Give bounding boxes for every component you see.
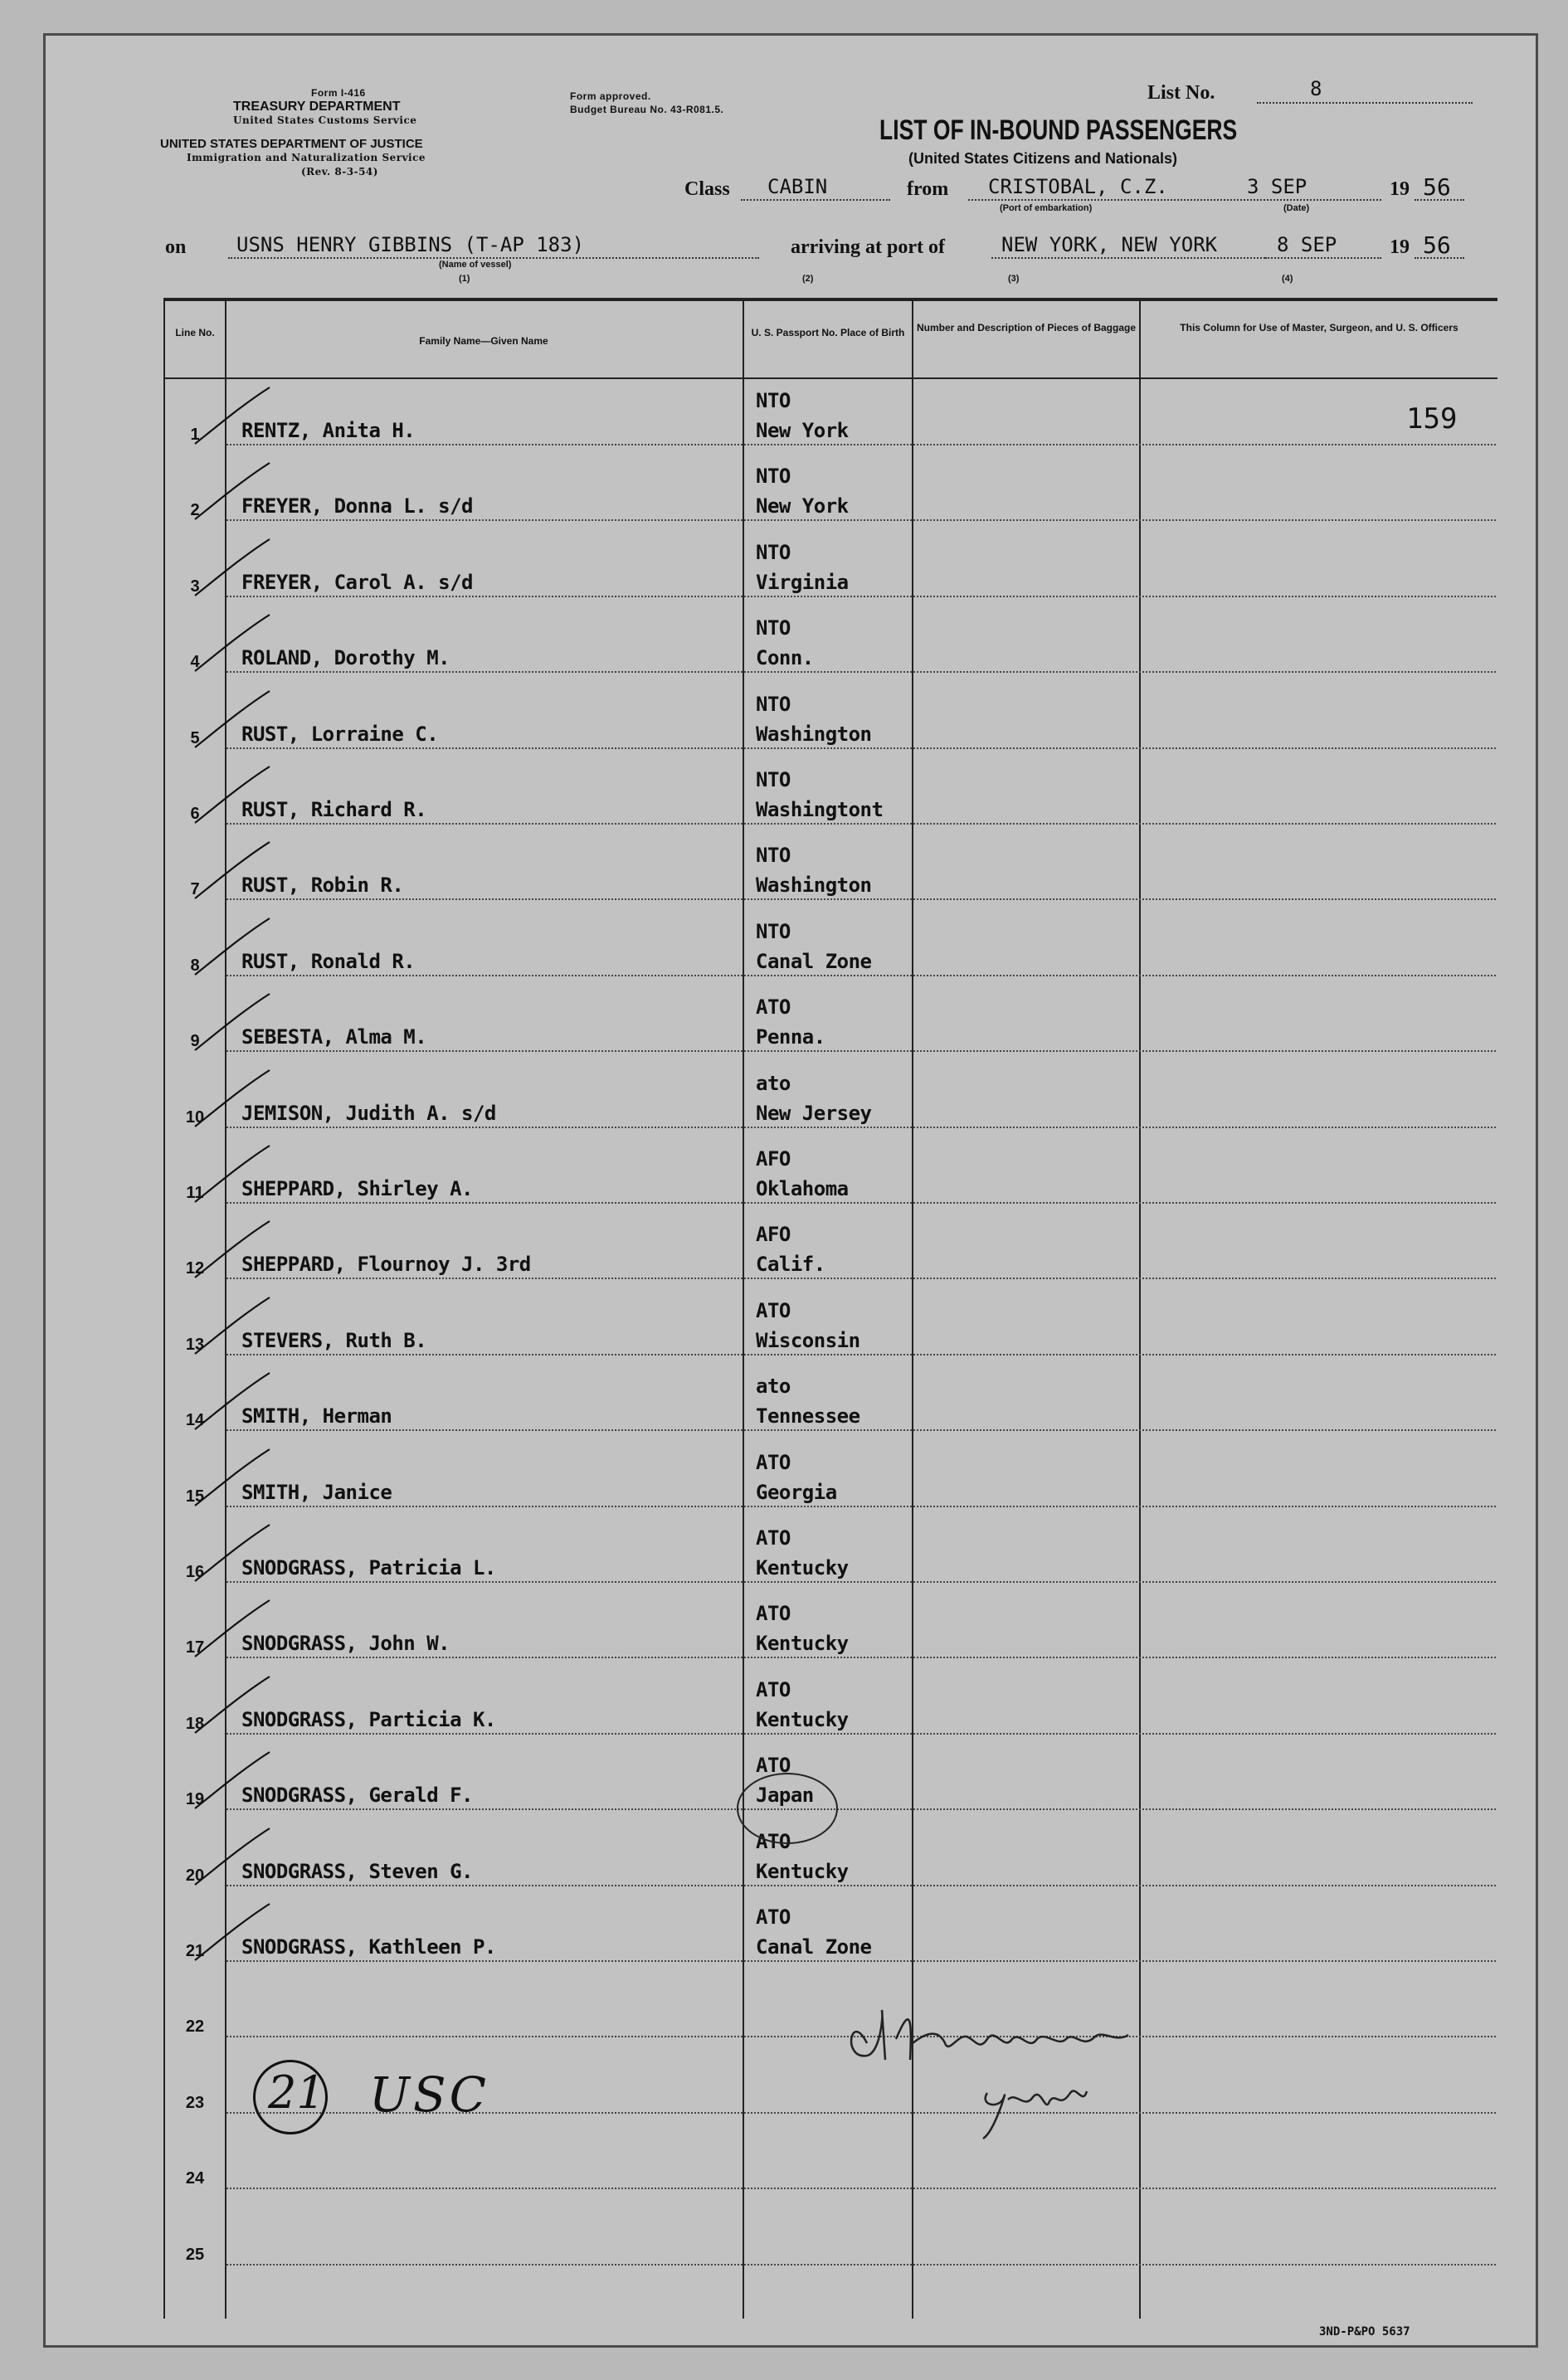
col-header-passport: U. S. Passport No. Place of Birth (751, 327, 905, 338)
row-passport-code: AFO (756, 1147, 791, 1171)
row-line-number: 22 (185, 2017, 205, 2037)
row-passenger-name: SNODGRASS, Kathleen P. (241, 1935, 496, 1959)
row-line-number: 19 (185, 1790, 205, 1809)
check-mark-icon (187, 1823, 278, 1890)
row-passport-code: ato (756, 1071, 791, 1095)
row-passenger-name: SMITH, Janice (241, 1480, 392, 1504)
table-row (46, 1363, 1539, 1439)
table-row (46, 681, 1539, 757)
row-line-number: 10 (185, 1107, 205, 1127)
row-rule (226, 671, 1496, 673)
row-line-number: 11 (186, 1184, 204, 1202)
caption-4: (4) (1282, 274, 1293, 284)
table-row (46, 1894, 1539, 1970)
row-passenger-name: SHEPPARD, Flournoy J. 3rd (241, 1253, 531, 1277)
row-passport-code: NTO (756, 768, 791, 791)
row-line-number: 23 (185, 2093, 205, 2112)
page-number-annotation: 159 (1406, 402, 1458, 436)
table-row (46, 1969, 1539, 2046)
table-row (46, 1287, 1539, 1364)
row-line-number: 13 (185, 1335, 205, 1354)
col-header-line: Line No. (175, 327, 215, 338)
table-top-border (163, 298, 1497, 301)
row-passenger-name: RUST, Richard R. (241, 798, 427, 821)
row-passport-code: ATO (756, 1754, 791, 1778)
row-line-number: 25 (185, 2245, 205, 2264)
row-place-of-birth: Wisconsin (756, 1328, 860, 1352)
row-rule (226, 1885, 1496, 1886)
row-place-of-birth: Japan (756, 1784, 814, 1808)
row-place-of-birth: Georgia (756, 1480, 837, 1504)
row-rule (226, 1354, 1496, 1355)
table-row (46, 832, 1539, 908)
embark-year: 56 (1423, 173, 1451, 201)
row-passport-code: ATO (756, 995, 791, 1020)
check-mark-icon (187, 837, 278, 903)
row-rule (226, 1202, 1496, 1204)
footer-code: 3ND-P&PO 5637 (1319, 2325, 1410, 2339)
check-mark-icon (187, 1520, 278, 1586)
col-header-officers: This Column for Use of Master, Surgeon, and U. S. Officers (1180, 322, 1458, 333)
arrival-date: 8 SEP (1277, 233, 1337, 256)
from-label: from (907, 178, 949, 200)
row-rule (226, 1733, 1496, 1735)
row-line-number: 12 (185, 1259, 205, 1278)
row-passport-code: ATO (756, 1526, 791, 1550)
row-place-of-birth: Calif. (756, 1253, 825, 1277)
row-line-number: 20 (185, 1866, 205, 1885)
embark-date: 3 SEP (1247, 175, 1307, 198)
row-passenger-name: RUST, Robin R. (241, 874, 404, 898)
table-row (46, 1590, 1539, 1667)
row-rule (226, 444, 1496, 445)
class-label: Class (684, 178, 730, 200)
check-mark-icon (187, 1065, 278, 1132)
row-place-of-birth: Kentucky (756, 1707, 849, 1731)
justice-department: UNITED STATES DEPARTMENT OF JUSTICE (160, 137, 423, 151)
row-place-of-birth: Washington (756, 722, 872, 746)
list-no-value: 8 (1310, 77, 1322, 100)
row-rule (226, 1506, 1496, 1507)
table-row (46, 529, 1539, 606)
row-line-number: 16 (185, 1563, 205, 1581)
row-rule (226, 823, 1496, 825)
row-line-number: 4 (190, 653, 200, 672)
row-place-of-birth: New York (756, 494, 849, 518)
check-mark-icon (187, 534, 278, 601)
row-passenger-name: SNODGRASS, Steven G. (241, 1859, 473, 1883)
port-embark-caption: (Port of embarkation) (1000, 203, 1093, 213)
table-row (46, 1211, 1539, 1287)
row-passenger-name: ROLAND, Dorothy M. (241, 646, 450, 670)
caption-1: (1) (459, 274, 470, 284)
check-mark-icon (187, 913, 278, 980)
row-passenger-name: SEBESTA, Alma M. (241, 1025, 427, 1049)
row-place-of-birth: Conn. (756, 646, 814, 670)
arrival-year: 56 (1423, 231, 1451, 259)
check-mark-icon (187, 458, 278, 524)
check-mark-icon (187, 1747, 278, 1813)
check-mark-icon (187, 1141, 278, 1207)
row-rule (226, 1808, 1496, 1810)
list-no-label: List No. (1147, 82, 1215, 104)
arriving-label: arriving at port of (791, 236, 945, 258)
class-underline (741, 199, 890, 201)
row-rule (226, 519, 1496, 521)
list-no-underline (1257, 102, 1473, 104)
embark-date-underline (1240, 199, 1381, 201)
row-passport-code: ATO (756, 1298, 791, 1322)
row-rule (226, 1657, 1496, 1658)
port-embark-underline (968, 199, 1242, 201)
row-line-number: 21 (185, 1942, 205, 1960)
department-name: TREASURY DEPARTMENT (233, 100, 401, 114)
row-passport-code: NTO (756, 540, 791, 564)
row-passenger-name: RUST, Lorraine C. (241, 722, 439, 746)
on-label: on (165, 236, 187, 258)
row-passport-code: NTO (756, 389, 791, 412)
row-passenger-name: JEMISON, Judith A. s/d (241, 1101, 496, 1125)
row-place-of-birth: Penna. (756, 1025, 825, 1049)
row-line-number: 17 (185, 1638, 205, 1657)
check-mark-icon (187, 1672, 278, 1738)
row-passenger-name: SNODGRASS, Particia K. (241, 1707, 496, 1731)
row-line-number: 15 (185, 1487, 205, 1506)
row-passport-code: NTO (756, 692, 791, 716)
row-line-number: 3 (190, 577, 200, 596)
row-line-number: 8 (190, 956, 200, 975)
row-passport-code: ato (756, 1375, 791, 1399)
row-line-number: 6 (190, 805, 200, 823)
check-mark-icon (187, 686, 278, 752)
row-place-of-birth: Canal Zone (756, 949, 872, 973)
row-line-number: 14 (185, 1411, 205, 1430)
row-rule (226, 1429, 1496, 1431)
table-row (46, 453, 1539, 529)
row-line-number: 24 (185, 2169, 205, 2188)
row-passport-code: ATO (756, 1905, 791, 1929)
row-rule (226, 596, 1496, 597)
year-prefix-1: 19 (1390, 178, 1410, 200)
form-approved: Form approved. (570, 90, 651, 102)
row-place-of-birth: Kentucky (756, 1859, 849, 1883)
customs-service: United States Customs Service (233, 114, 417, 126)
row-passenger-name: RUST, Ronald R. (241, 949, 416, 973)
row-place-of-birth: Canal Zone (756, 1935, 872, 1959)
vessel-underline (228, 257, 759, 259)
table-row (46, 1515, 1539, 1591)
row-passport-code: NTO (756, 919, 791, 943)
handwritten-signature (834, 1993, 1265, 2151)
arrival-date-underline (1265, 257, 1381, 259)
row-passport-code: NTO (756, 616, 791, 640)
row-passport-code: ATO (756, 1450, 791, 1474)
row-rule (226, 1581, 1496, 1583)
row-passenger-name: SNODGRASS, John W. (241, 1632, 450, 1656)
row-passport-code: NTO (756, 465, 791, 489)
table-row (46, 757, 1539, 833)
row-line-number: 18 (185, 1714, 205, 1733)
count-circle-number: 21 (268, 2066, 325, 2119)
check-mark-icon (187, 762, 278, 828)
table-row (46, 605, 1539, 681)
row-line-number: 1 (190, 426, 200, 444)
arrival-port-underline (991, 257, 1265, 259)
port-of-embarkation: CRISTOBAL, C.Z. (988, 175, 1168, 198)
row-passport-code: ATO (756, 1602, 791, 1626)
row-line-number: 7 (190, 880, 200, 899)
check-mark-icon (187, 610, 278, 676)
row-rule (226, 1127, 1496, 1128)
check-mark-icon (187, 1899, 278, 1965)
year-prefix-2: 19 (1390, 236, 1410, 258)
form-number: Form I-416 (311, 87, 366, 99)
table-row (46, 377, 1539, 454)
row-line-number: 2 (190, 501, 200, 520)
budget-bureau: Budget Bureau No. 43-R081.5. (570, 104, 724, 115)
embark-year-underline (1415, 199, 1464, 201)
check-mark-icon (187, 989, 278, 1055)
arrival-port: NEW YORK, NEW YORK (1001, 233, 1218, 256)
row-rule (226, 1960, 1496, 1962)
row-line-number: 9 (190, 1032, 200, 1051)
row-passenger-name: SNODGRASS, Gerald F. (241, 1784, 473, 1808)
table-row (46, 2197, 1539, 2274)
check-mark-icon (187, 1216, 278, 1282)
row-place-of-birth: New Jersey (756, 1101, 872, 1125)
row-rule (226, 2188, 1496, 2189)
row-place-of-birth: Kentucky (756, 1556, 849, 1579)
row-passenger-name: FREYER, Donna L. s/d (241, 494, 473, 518)
col-header-baggage: Number and Description of Pieces of Baggage (916, 322, 1137, 333)
row-place-of-birth: Washingtont (756, 798, 884, 821)
row-place-of-birth: Washington (756, 874, 872, 898)
row-passenger-name: SHEPPARD, Shirley A. (241, 1177, 473, 1200)
col-header-name: Family Name—Given Name (419, 335, 548, 347)
check-mark-icon (187, 1595, 278, 1662)
check-mark-icon (187, 1444, 278, 1511)
row-rule (226, 2264, 1496, 2266)
row-rule (226, 1278, 1496, 1279)
row-passenger-name: SNODGRASS, Patricia L. (241, 1556, 496, 1579)
row-place-of-birth: New York (756, 419, 849, 442)
table-row (46, 1060, 1539, 1136)
manifest-page (43, 33, 1538, 2348)
table-row (46, 984, 1539, 1060)
row-passenger-name: SMITH, Herman (241, 1404, 392, 1428)
check-mark-icon (187, 1368, 278, 1434)
form-revision: (Rev. 8-3-54) (301, 166, 378, 178)
ins-service: Immigration and Naturalization Service (187, 152, 426, 163)
row-place-of-birth: Oklahoma (756, 1177, 849, 1200)
row-rule (226, 747, 1496, 749)
manifest-title: LIST OF IN-BOUND PASSENGERS (879, 114, 1238, 146)
vessel-caption: (Name of vessel) (439, 260, 512, 270)
row-passenger-name: STEVERS, Ruth B. (241, 1328, 427, 1352)
usc-annotation: USC (369, 2066, 489, 2123)
row-passport-code: AFO (756, 1223, 791, 1247)
caption-3: (3) (1008, 274, 1020, 284)
row-passport-code: NTO (756, 844, 791, 868)
check-mark-icon (187, 382, 278, 449)
table-row (46, 1667, 1539, 1743)
row-rule (226, 1050, 1496, 1052)
row-passenger-name: RENTZ, Anita H. (241, 419, 416, 442)
manifest-subtitle: (United States Citizens and Nationals) (908, 150, 1178, 167)
table-row (46, 1136, 1539, 1212)
row-passport-code: ATO (756, 1677, 791, 1701)
row-passport-code: ATO (756, 1829, 791, 1853)
japan-circle-mark (737, 1773, 838, 1844)
row-rule (226, 975, 1496, 976)
table-row (46, 2121, 1539, 2197)
vessel-name: USNS HENRY GIBBINS (T-AP 183) (236, 233, 585, 256)
caption-2: (2) (802, 274, 814, 284)
embark-date-caption: (Date) (1283, 203, 1310, 213)
arrival-year-underline (1415, 257, 1464, 259)
row-place-of-birth: Virginia (756, 570, 849, 594)
row-line-number: 5 (190, 728, 200, 747)
check-mark-icon (187, 1292, 278, 1359)
class-value: CABIN (767, 175, 828, 198)
table-row (46, 1439, 1539, 1516)
row-place-of-birth: Tennessee (756, 1404, 860, 1428)
table-row (46, 908, 1539, 985)
row-place-of-birth: Kentucky (756, 1632, 849, 1656)
row-passenger-name: FREYER, Carol A. s/d (241, 570, 473, 594)
row-rule (226, 898, 1496, 900)
